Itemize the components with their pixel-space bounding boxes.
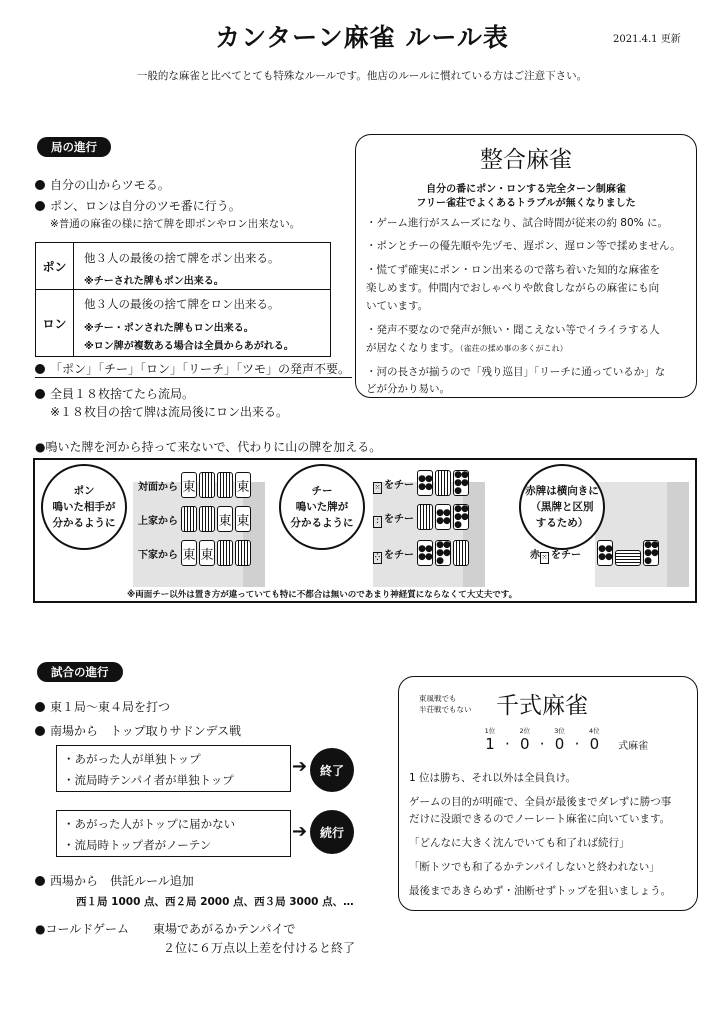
bullet-icon: [35, 201, 45, 211]
sensiki-line-5: 最後まであきらめず・油断せずトップを狙いましょう。: [409, 885, 672, 897]
tile-back: [181, 506, 197, 532]
end-condition-1: ・あがった人が単独トップ: [63, 752, 201, 766]
bullet-icon: [35, 876, 45, 886]
sensiki-tag: 東風戦でも 半荘戦でもない: [419, 694, 472, 714]
east-tile: 東: [181, 472, 197, 498]
taimen-label: 対面から: [138, 482, 178, 493]
seigou-lead-2: フリー雀荘でよくあるトラブルが無くなりました: [416, 198, 636, 209]
pin-tile-icon: ●● ●●: [597, 540, 613, 566]
kyoku-line-2-note: ※普通の麻雀の様に捨て牌を即ポンやロン出来ない。: [50, 218, 301, 230]
tile-back: [435, 470, 451, 496]
chi-circle: チー 鳴いた牌が 分かるように: [279, 464, 365, 550]
chi-label-2: ⁚ をチー: [373, 510, 414, 528]
chi-label-1: ⁙ をチー: [373, 476, 414, 494]
east-tile: 東: [217, 506, 233, 532]
section-heading-shiai: 試合の進行: [37, 662, 123, 682]
pon-label: ポン: [36, 243, 74, 289]
pin-tile-icon: ●● ●● ●: [644, 540, 658, 566]
sensiki-line-2a: ゲームの目的が明確で、全員が最後までダレずに勝つ事: [409, 796, 672, 808]
section-heading-kyoku: 局の進行: [37, 137, 111, 157]
tile-back: [199, 472, 215, 498]
seigou-box: [355, 134, 697, 398]
end-condition-box: [56, 745, 291, 792]
pin-tile-icon: ●● ●●: [417, 470, 433, 496]
shiai-line-1: 東１局〜東４局を打つ: [35, 698, 170, 715]
bullet-icon: [35, 364, 45, 374]
pin-tile-mini-icon: ⁙: [373, 482, 382, 494]
seigou-lead-1: 自分の番にポン・ロンする完全ターン制麻雀: [426, 184, 626, 195]
east-tile: 東: [235, 506, 251, 532]
kyotaku-values: 西１局 1000 点、西２局 2000 点、西３局 3000 点、…: [76, 896, 354, 908]
ron-note-2: ※ロン牌が複数ある場合は全員からあがれる。: [84, 341, 294, 352]
tile-back: [417, 504, 433, 530]
shiai-line-3: 西場から 供託ルール追加: [35, 872, 194, 889]
pin-tile-icon: ●● ●● ●: [454, 470, 468, 496]
arrow-right-icon: ➔: [292, 756, 308, 777]
pin-tile-icon: ●● ●●: [417, 540, 433, 566]
aka-circle: 赤牌は横向きに （黒牌と区別 するため）: [519, 464, 605, 550]
pin-tile-icon: ●● ●● ●: [436, 540, 450, 566]
seigou-point-3b: 楽しめます。仲間内でおしゃべりや飲食しながらの麻雀にも向: [366, 282, 660, 294]
table-divider: [36, 289, 330, 290]
sensiki-formula: 1位 1 · 2位 0 · 3位 0 · 4位 0 式麻雀: [484, 727, 649, 753]
bullet-icon: [35, 726, 45, 736]
seigou-point-4b: が居なくなります。（雀荘の揉め事の多くがこれ）: [366, 342, 568, 354]
seigou-point-1: ・ゲーム進行がスムーズになり、試合時間が従来の約 80% に。: [366, 217, 668, 229]
pon-circle: ポン 鳴いた相手が 分かるように: [41, 464, 127, 550]
arrow-right-icon: ➔: [292, 821, 308, 842]
no-call-rule: 「ポン」「チー」「ロン」「リーチ」「ツモ」の発声不要。: [35, 360, 352, 378]
naki-note: ※両面チー以外は置き方が違っていても特に不都合は無いのであまり神経質にならなくて大丈夫です。: [127, 590, 518, 600]
pin-tile-mini-icon: ⁛: [373, 552, 382, 564]
continue-condition-2: ・流局時トップ者がノーテン: [63, 838, 212, 852]
pon-ron-table: [35, 242, 331, 357]
chi-label-3: ⁛ をチー: [373, 546, 414, 564]
seigou-point-2: ・ポンとチーの優先順や先ヅモ、遅ポン、遅ロン等で揉めません。: [366, 240, 681, 252]
pin-tile-icon: ●● ●●: [435, 504, 451, 530]
sensiki-line-1: 1 位は勝ち、それ以外は全員負け。: [409, 772, 577, 784]
page-title: カンターン麻雀 ルール表: [215, 23, 509, 52]
ron-text: 他３人の最後の捨て牌をロン出来る。: [84, 297, 280, 311]
pon-text: 他３人の最後の捨て牌をポン出来る。: [84, 251, 280, 265]
seigou-title: 整合麻雀: [480, 147, 572, 173]
shiai-line-2: 南場から トップ取りサドンデス戦: [35, 722, 241, 739]
kyoku-line-1: 自分の山からツモる。: [35, 176, 170, 193]
end-condition-2: ・流局時テンパイ者が単独トップ: [63, 773, 234, 787]
pon-note: ※チーされた牌もポン出来る。: [84, 276, 224, 287]
seigou-point-4a: ・発声不要なので発声が無い・聞こえない等でイライラする人: [366, 324, 660, 336]
page-subtitle: 一般的な麻雀と比べてとても特殊なルールです。他店のルールに慣れている方はご注意下さい。: [136, 70, 588, 82]
seigou-point-5a: ・河の長さが揃うので「残り巡目」「リーチに通っているか」な: [366, 366, 666, 378]
tile-back: [235, 540, 251, 566]
naki-intro: ●鳴いた牌を河から持って来ないで、代わりに山の牌を加える。: [35, 440, 382, 454]
cold-game-line-2: ２位に６万点以上差を付けると終了: [163, 941, 356, 955]
kamicha-label: 上家から: [138, 516, 178, 527]
continue-condition-1: ・あがった人がトップに届かない: [63, 817, 236, 831]
sensiki-box: [398, 676, 698, 911]
pin-tile-mini-icon: ⁙: [540, 552, 549, 564]
pin-tile-mini-icon: ⁚: [373, 516, 382, 528]
ryukyoku-note: ※１８枚目の捨て牌は流局後にロン出来る。: [50, 405, 289, 419]
ron-label: ロン: [36, 290, 74, 357]
tile-back: [217, 540, 233, 566]
seigou-point-5b: どが分かり易い。: [366, 383, 450, 395]
update-date: 2021.4.1 更新: [613, 34, 681, 45]
tile-back: [453, 540, 469, 566]
table-shade: [463, 482, 485, 587]
kyoku-line-2: ポン、ロンは自分のツモ番に行う。: [35, 197, 241, 214]
sensiki-line-2b: だけに没頭できるのでノーレート麻雀に向いています。: [409, 813, 671, 825]
sideways-tile: [615, 550, 641, 566]
ryukyoku-rule: 全員１８枚捨てたら流局。: [35, 385, 194, 402]
aka-chi-label: 赤 ⁙ をチー: [530, 546, 581, 564]
bullet-icon: [35, 702, 45, 712]
pin-tile-icon: ●● ●● ●: [454, 504, 468, 530]
seigou-point-3a: ・慌てず確実にポン・ロン出来るので落ち着いた知的な麻雀を: [366, 264, 660, 276]
shimocha-label: 下家から: [138, 550, 178, 561]
continue-badge: 続行: [310, 810, 354, 854]
tile-back: [199, 506, 215, 532]
sensiki-title: 千式麻雀: [496, 693, 588, 719]
continue-condition-box: [56, 810, 291, 857]
bullet-icon: [35, 180, 45, 190]
table-shade: [667, 482, 689, 587]
cold-game-line-1: ●コールドゲーム 東場であがるかテンパイで: [35, 922, 296, 936]
seigou-point-3c: いています。: [366, 300, 429, 312]
tile-back: [217, 472, 233, 498]
ron-note-1: ※チー・ポンされた牌もロン出来る。: [84, 323, 254, 334]
sensiki-line-4: 「断トツでも和了るかテンパイしないと終われない」: [409, 861, 660, 873]
naki-diagram: [33, 458, 697, 603]
end-badge: 終了: [310, 748, 354, 792]
bullet-icon: [35, 389, 45, 399]
east-tile: 東: [199, 540, 215, 566]
sensiki-line-3: 「どんなに大きく沈んでいても和了れば続行」: [409, 837, 630, 849]
east-tile: 東: [235, 472, 251, 498]
east-tile: 東: [181, 540, 197, 566]
